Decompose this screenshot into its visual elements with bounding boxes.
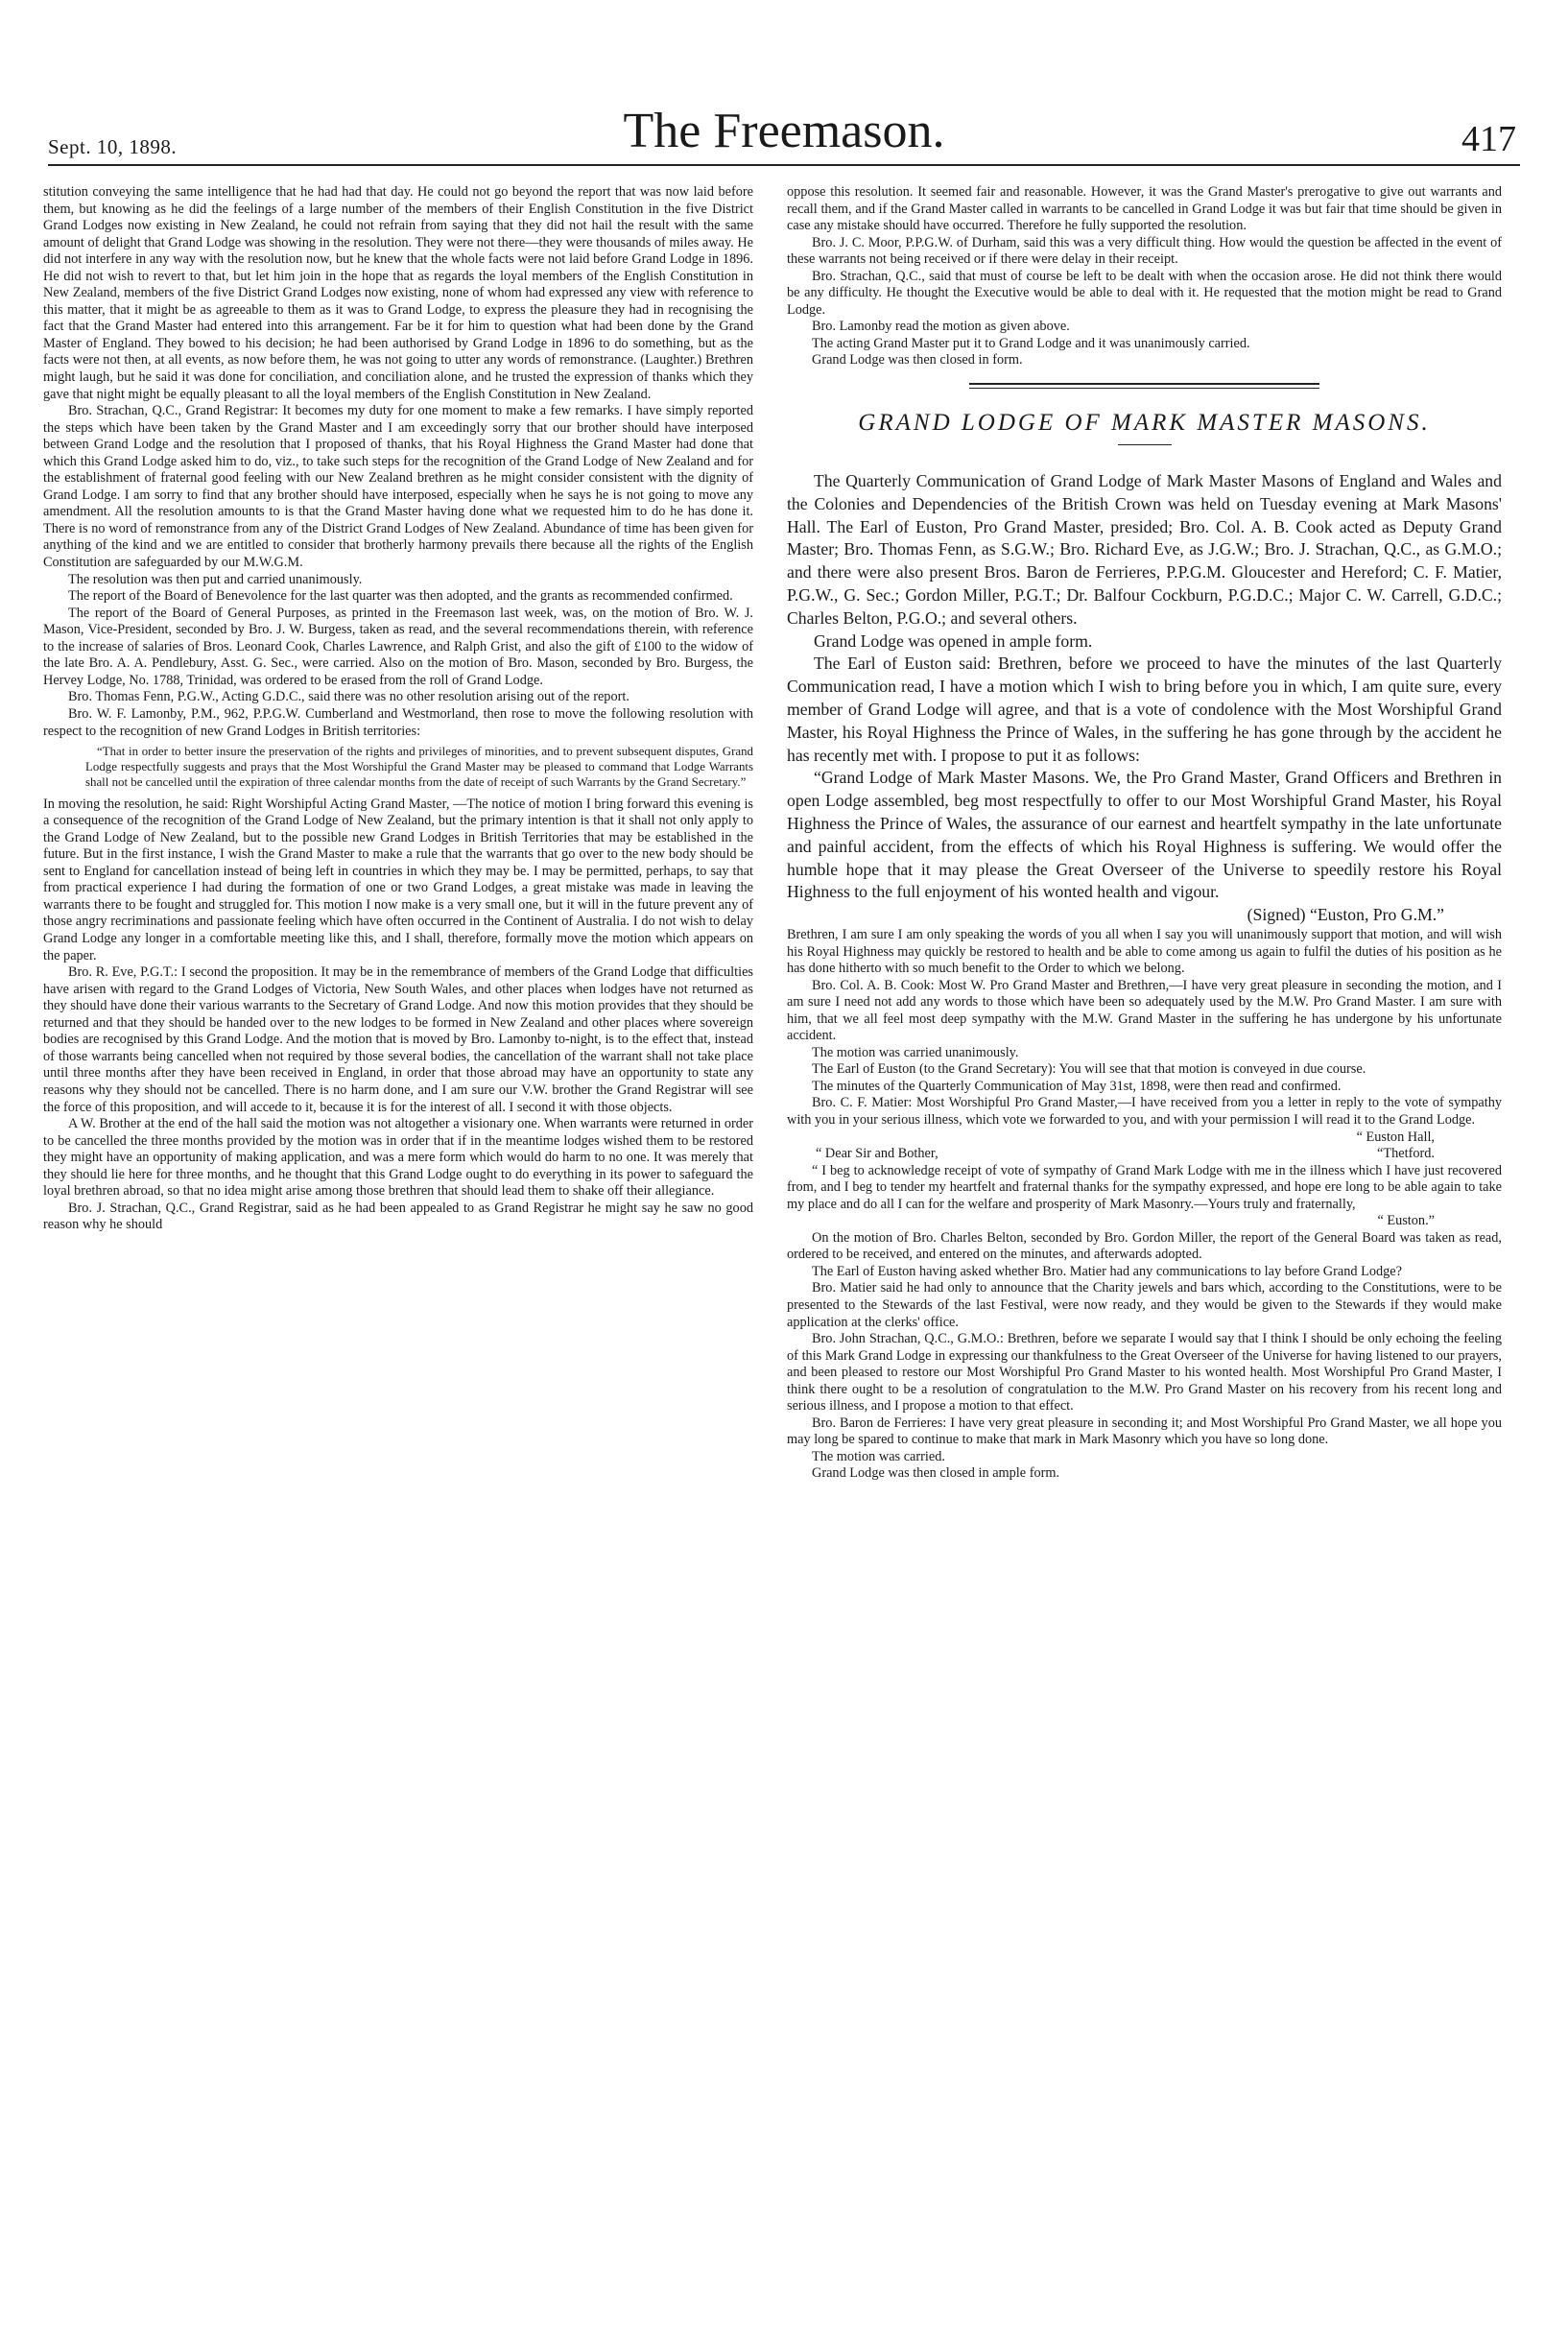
paragraph: Bro. Lamonby read the motion as given above.	[812, 319, 1070, 335]
page-number: 417	[1461, 119, 1516, 159]
section-heading: GRAND LODGE OF MARK MASTER MASONS.	[858, 410, 1431, 437]
paragraph: In moving the resolution, he said: Right Worshipful Acting Grand Master, —The notice of motion I bring forward this evening is a consequence of the recognition of the Grand Lodge of New Zealand, but the primary intention is that it shall not only apply to the Grand Lodge of New Zealand, but to the possible new Grand Lodges in British Territories that may be established in the future. But in the first instance, I wish the Grand Master to make a rule that the warrants that go over to the new body should be sent to England for cancellation instead of being left in countries in which they may be. I may be permitted, perhaps, to say that from practical experience I had during the formation of one or two Grand Lodges, a great mistake was made in leaving the warrants there to be fought and struggled for. This motion I now make is a very small one, but it will in the future prevent any of those angry recriminations and passionate feeling which have often occurred in the Continent of Australia. I do not wish to delay Grand Lodge any longer in a comfortable meeting like this, and I shall, therefore, formally move the motion which appears on the paper.	[43, 796, 753, 963]
resolution-quote	[85, 744, 753, 791]
letter-address: “ Euston Hall,	[1356, 1129, 1435, 1145]
paragraph: Bro. Strachan, Q.C., said that must of course be left to be dealt with when the occasion arose. He did not think there would be any difficulty. He thought the Executive would be able to deal with it. He requested that the motion might be read to Grand Lodge.	[787, 268, 1502, 318]
paragraph: Bro. C. F. Matier: Most Worshipful Pro Grand Master,—I have received from you a letter in reply to the vote of sympathy with you in your serious illness, which vote we forwarded to you, and with your permission I will read it to the Grand Lodge.	[787, 1095, 1502, 1128]
paragraph: Bro. R. Eve, P.G.T.: I second the proposition. It may be in the remembrance of members of the Grand Lodge that difficulties have arisen with regard to the Grand Lodges of Victoria, New South Wales, and other places when lodges have not returned as they should have done their various warrants to the Secretary of Grand Lodge. And now this motion provides that they should be returned and that they should be handed over to the new lodges to be formed in New Zealand and other places where sovereign bodies are recognised by this Grand Lodge. And the motion that is moved by Bro. Lamonby to-night, is to the effect that, instead of those warrants being cancelled when not required by those several bodies, the cancellation of the warrant shall not take place until three months after they have been received in England, in order that those abroad may have an opportunity to state any reasons why they should not be cancelled. There is no harm done, and I am sure our V.W. brother the Grand Registrar will see the force of this proposition, and will accede to it, because it is for the interest of all. I second it with those objects.	[43, 964, 753, 1115]
paragraph: Grand Lodge was then closed in form.	[812, 352, 1023, 369]
publication-title: The Freemason.	[623, 104, 945, 158]
letter-address-town: “Thetford.	[1377, 1146, 1435, 1162]
paragraph: The report of the Board of General Purposes, as printed in the Freemason last week, was, on the motion of Bro. W. J. Mason, Vice-President, seconded by Bro. J. W. Burgess, taken as read, and the several recommendations therein, with reference to the increase of salaries of Bros. Leonard Cook, Charles Lawrence, and Ralph Grist, and also the gift of £100 to the widow of the late Bro. A. A. Pendlebury, Asst. G. Sec., were carried. Also on the motion of Bro. Mason, seconded by Bro. Burgess, the Hervey Lodge, No. 1788, Trinidad, was ordered to be erased from the roll of Grand Lodge.	[43, 605, 753, 688]
paragraph: The Earl of Euston having asked whether Bro. Matier had any communications to lay before Grand Lodge?	[812, 1263, 1402, 1279]
letter-signature: “ Euston.”	[1377, 1213, 1435, 1229]
paragraph: Bro. Strachan, Q.C., Grand Registrar: It becomes my duty for one moment to make a few remarks. I have simply reported the steps which have been taken by the Grand Master and I am exceedingly sorry that our brother should have interposed between Grand Lodge and the resolution that I proposed of thanks, that his Royal Highness the Grand Master had done that which this Grand Lodge asked him to do, viz., to take such steps for the recognition of the Grand Lodge of New Zealand and for the establishment of fraternal good feeling with our New Zealand brethren as he might consider consistent with the dignity of Grand Lodge. I am sorry to find that any brother should have interposed, especially when he says he is not going to move any amendment. All the resolution amounts to is that the Grand Master having done what we requested him to do he has done it. There is no word of remonstrance from any of the District Grand Lodges of New Zealand. Abundance of time has been given for anything of the kind and we are entitled to consider that brotherly harmony prevails there because all the rights of the English Constitution are safeguarded by our M.W.G.M.	[43, 403, 753, 571]
paragraph: Bro. Col. A. B. Cook: Most W. Pro Grand Master and Brethren,—I have very great pleasure in seconding the motion, and I am sure I need not add any words to those which have been so adequately used by the M.W. Pro Grand Master. I am sure with him, that we all feel most deep sympathy with the M.W. Grand Master in the suffering he has undergone by his unfortunate accident.	[787, 977, 1502, 1044]
paragraph: The report of the Board of Benevolence for the last quarter was then adopted, and the grants as recommended confirmed.	[68, 588, 733, 605]
paragraph: The Earl of Euston said: Brethren, before we proceed to have the minutes of the last Quarterly Communication read, I have a motion which I wish to bring before you in which, I am quite sure, every member of Grand Lodge will agree, and that is a vote of condolence with the Most Worshipful Grand Master, his Royal Highness the Prince of Wales, in the suffering he has gone through by the accident he has recently met with. I propose to put it as follows:	[787, 654, 1502, 765]
paragraph: Bro. Baron de Ferrieres: I have very great pleasure in seconding it; and Most Worshipful Pro Grand Master, we all hope you may long be spared to continue to make that mark in Mark Masonry which you have so long done.	[787, 1415, 1502, 1448]
paragraph: “Grand Lodge of Mark Master Masons. We, the Pro Grand Master, Grand Officers and Brethren in open Lodge assembled, beg most respectfully to offer to our Most Worshipful Grand Master, his Royal Highness the Prince of Wales, the assurance of our earnest and heartfelt sympathy in the late unfortunate and painful accident, from the effects of which his Royal Highness is suffering. We would offer the humble hope that it may please the Great Overseer of the Universe to speedily restore his Royal Highness to the full enjoyment of his wonted health and vigour.	[787, 768, 1502, 902]
section-divider	[787, 383, 1502, 392]
paragraph: Bro. W. F. Lamonby, P.M., 962, P.P.G.W. Cumberland and Westmorland, then rose to move the following resolution with respect to the recognition of new Grand Lodges in British territories:	[43, 705, 753, 739]
paragraph: The minutes of the Quarterly Communication of May 31st, 1898, were then read and confirmed.	[812, 1078, 1342, 1094]
heading-rule	[1118, 444, 1172, 445]
left-column	[43, 184, 753, 2295]
paragraph: Grand Lodge was opened in ample form.	[814, 630, 1093, 651]
paragraph: Bro. Thomas Fenn, P.G.W., Acting G.D.C., said there was no other resolution arising out of the report.	[68, 689, 630, 705]
paragraph: The motion was carried unanimously.	[812, 1044, 1019, 1060]
paragraph: Brethren, I am sure I am only speaking the words of you all when I say you will unanimously support that motion, and will wish his Royal Highness may quickly be restored to health and be able to come among us again to fulfil the duties of his position as he has done hitherto with so much benefit to the Order to which we belong.	[787, 926, 1502, 977]
letter-salutation-row	[787, 1146, 1502, 1163]
letter-body: “ I beg to acknowledge receipt of vote of sympathy of Grand Mark Lodge with me in the illness which I have just recovered from, and I beg to tender my heartfelt and fraternal thanks for the sympathy expressed, and hope ere long to be able again to take my place and do all I can for the welfare and prosperity of Mark Masonry.—Yours truly and fraternally,	[787, 1162, 1502, 1212]
paragraph: The acting Grand Master put it to Grand Lodge and it was unanimously carried.	[812, 335, 1250, 351]
paragraph: On the motion of Bro. Charles Belton, seconded by Bro. Gordon Miller, the report of the General Board was taken as read, ordered to be received, and entered on the minutes, and afterwards adopted.	[787, 1229, 1502, 1263]
signed-line: (Signed) “Euston, Pro G.M.”	[1247, 905, 1444, 925]
masthead-rule	[48, 164, 1520, 166]
paragraph: Bro. Matier said he had only to announce that the Charity jewels and bars which, according to the Constitutions, were to be presented to the Stewards of the last Festival, were now ready, and they would be given to the Stewards if they would make application at the clerks' office.	[787, 1280, 1502, 1330]
paragraph: Bro. J. Strachan, Q.C., Grand Registrar, said as he had been appealed to as Grand Registrar he might say he saw no good reason why he should	[43, 1200, 753, 1233]
paragraph: Bro. J. C. Moor, P.P.G.W. of Durham, said this was a very difficult thing. How would the question be affected in the event of these warrants not being received or if there were delay in their receipt.	[787, 234, 1502, 268]
report-large-text	[787, 470, 1502, 927]
letter	[787, 1129, 1502, 1230]
paragraph: The motion was carried.	[812, 1448, 945, 1464]
issue-date: Sept. 10, 1898.	[48, 135, 178, 158]
paragraph: Grand Lodge was then closed in ample form.	[812, 1465, 1060, 1482]
quote-text: “That in order to better insure the preservation of the rights and privileges of minorities, and to prevent subsequent disputes, Grand Lodge respectfully suggests and prays that the Most Worshipful the Grand Master may be pleased to command that Lodge Warrants shall not be cancelled until the expiration of three calendar months from the date of receipt of such Warrants by the Grand Secretary.”	[85, 745, 753, 790]
paragraph: Bro. John Strachan, Q.C., G.M.O.: Brethren, before we separate I would say that I think I should be only echoing the feeling of this Mark Grand Lodge in expressing our thankfulness to the Great Overseer of the Universe for having listened to our prayers, and been pleased to restore our Most Worshipful Pro Grand Master to his wonted health. Most Worshipful Pro Grand Master, I think there ought to be a resolution of congratulation to the M.W. Pro Grand Master on his recovery from his recent long and serious illness, and I propose a motion to that effect.	[787, 1331, 1502, 1415]
paragraph: oppose this resolution. It seemed fair and reasonable. However, it was the Grand Master's prerogative to give out warrants and recall them, and if the Grand Master called in warrants to be cancelled in Grand Lodge it was but fair that time should be given in case any mistake should have occurred. Therefore he fully supported the resolution.	[787, 184, 1502, 234]
paragraph: A W. Brother at the end of the hall said the motion was not altogether a visionary one. When warrants were returned in order to be cancelled the three months provided by the motion was in order that if in the meantime lodges wished them to be restored they might have an opportunity of making application, and was a mere form which would do harm to no one. It was merely that they should lie here for three months, and he thought that this Grand Lodge ought to do everything in its power to safeguard the loyal brethren abroad, so that no idea might arise among those brethren that should lead them to shake off their allegiance.	[43, 1116, 753, 1200]
masthead	[38, 101, 1530, 168]
paragraph: The resolution was then put and carried unanimously.	[68, 571, 363, 587]
right-column	[787, 184, 1502, 2295]
paragraph: The Earl of Euston (to the Grand Secretary): You will see that that motion is conveyed in due course.	[812, 1061, 1366, 1078]
paragraph: The Quarterly Communication of Grand Lodge of Mark Master Masons of England and Wales and the Colonies and Dependencies of the British Crown was held on Tuesday evening at Mark Masons' Hall. The Earl of Euston, Pro Grand Master, presided; Bro. Col. A. B. Cook acted as Deputy Grand Master; Bro. Thomas Fenn, as S.G.W.; Bro. Richard Eve, as J.G.W.; Bro. J. Strachan, Q.C., as G.M.O.; and there were also present Bros. Baron de Ferrieres, P.P.G.M. Gloucester and Hereford; C. F. Matier, P.G.W., G. Sec.; Gordon Miller, P.G.T.; Dr. Balfour Cockburn, P.G.D.C.; Major C. W. Carrell, G.D.C.; Charles Belton, P.G.O.; and several others.	[787, 471, 1502, 628]
letter-salutation: “ Dear Sir and Bother,	[816, 1146, 938, 1162]
paragraph: stitution conveying the same intelligence that he had had that day. He could not go beyond the report that was now laid before them, but knowing as he did the feelings of a large number of the members of their English Constitution in the five District Grand Lodges now existing in New Zealand, he could not refrain from saying that they did not hail the result with the same amount of delight that Grand Lodge was showing in the resolution. They were not there—they were thousands of miles away. He did not interfere in any way with the resolution now, but he knew that the whole facts were not laid before Grand Lodge in 1896. He did not wish to revert to that, but let him join in the hope that as regards the loyal members of the English Constitution in New Zealand, members of the five District Grand Lodges now existing, none of whom had expressed any view with reference to this matter, that it might be as agreeable to them as it was to Grand Lodge, to express the pleasure they had in recognising the fact that the Grand Master had entered into this arrangement. Far be it for him to question what had been done by the Grand Master of England. They bowed to his decision; he had been authorised by Grand Lodge in 1896 to do something, but as the facts were not then, at all events, as now before them, he was not going to utter any words of remonstrance. (Laughter.) Brethren might laugh, but he said it was done for conciliation, and conciliation alone, and he trusted the expression of thanks which they gave that night might be equally pleasant to all the loyal members of the English Constitution in New Zealand.	[43, 184, 753, 402]
